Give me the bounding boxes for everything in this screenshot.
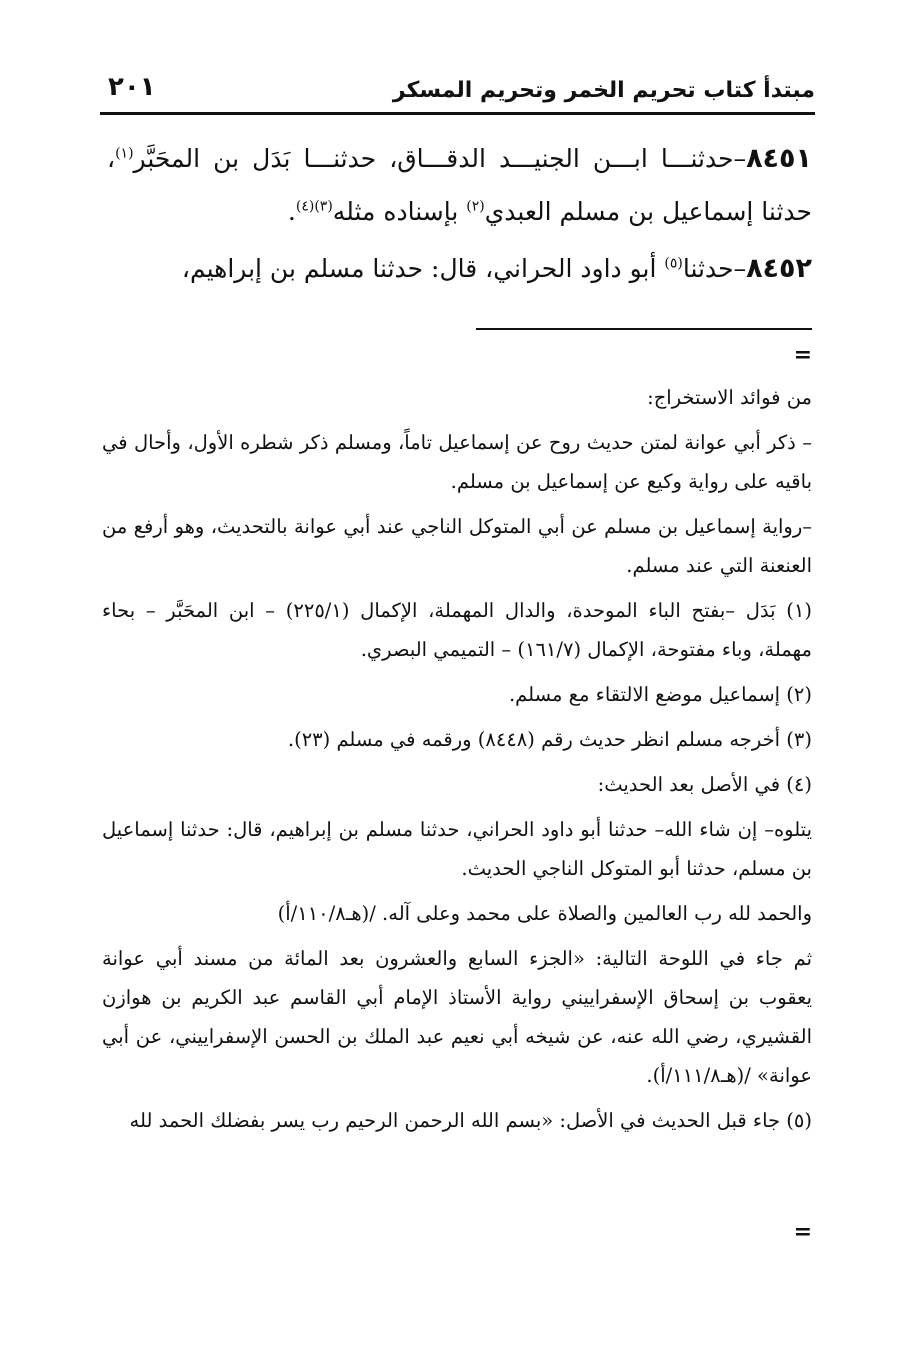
hadith-text: أبو داود الحراني، قال: حدثنا مسلم بن إبراهيم،: [181, 254, 665, 283]
benefits-heading: من فوائد الاستخراج:: [647, 386, 812, 409]
main-text: [107, 132, 812, 299]
footnote-ref[interactable]: (٣)(٤): [295, 198, 333, 215]
running-title: مبتدأ كتاب تحريم الخمر وتحريم المسكر: [392, 78, 815, 103]
page-number: ٢٠١: [108, 72, 156, 102]
hadith-text: بإسناده مثله: [332, 197, 467, 226]
footnote-5: (٥) جاء قبل الحديث في الأصل: «بسم الله الرحمن الرحيم رب يسر بفضلك الحمد لله: [129, 1109, 812, 1132]
benefit-item: – ذكر أبي عوانة لمتن حديث روح عن إسماعيل تاماً، ومسلم ذكر شطره الأول، وأحال في باقيه على رواية وكيع عن إسماعيل بن مسلم.: [102, 431, 812, 493]
footnote-1: (١) بَدَل –بفتح الباء الموحدة، والدال المهملة، الإكمال (٢٢٥/١) – ابن المحَبَّر – بحاء مهملة، وباء مفتوحة، الإكمال (١٦١/٧) – التميمي البصري.: [102, 599, 812, 661]
footnote-ref[interactable]: (٢): [466, 198, 485, 215]
footnote-4-text: والحمد لله رب العالمين والصلاة على محمد وعلى آله. /(هـ١١٠/٨/أ): [277, 902, 812, 925]
footnote-3: (٣) أخرجه مسلم انظر حديث رقم (٨٤٤٨) ورقمه في مسلم (٢٣).: [287, 728, 812, 751]
hadith-text: .: [287, 197, 296, 226]
hadith-text: ، حدثنا إسماعيل بن مسلم العبدي: [107, 144, 812, 226]
footnote-2: (٢) إسماعيل موضع الالتقاء مع مسلم.: [508, 683, 812, 706]
footnote-ref[interactable]: (١): [115, 145, 134, 162]
hadith-text: –حدثنا: [682, 254, 747, 283]
header-rule: [100, 112, 815, 115]
hadith-8451: [107, 132, 812, 238]
footnotes: [102, 378, 812, 1146]
continuation-mark: =: [793, 1219, 812, 1245]
footnote-separator: [476, 328, 812, 330]
footnote-4-text: يتلوه– إن شاء الله– حدثنا أبو داود الحراني، حدثنا مسلم بن إبراهيم، قال: حدثنا إسماعيل بن مسلم، حدثنا أبو المتوكل الناجي الحديث.: [102, 818, 812, 880]
page-header: [100, 70, 815, 110]
benefit-item: –رواية إسماعيل بن مسلم عن أبي المتوكل الناجي عند أبي عوانة بالتحديث، وهو أرفع من العنعنة التي عند مسلم.: [102, 515, 812, 577]
hadith-text: –حدثنـــا ابـــن الجنيـــد الدقـــاق، حدثنـــا بَدَل بن المحَبَّر: [133, 144, 747, 173]
footnote-ref[interactable]: (٥): [664, 255, 683, 272]
footnote-4-text: ثم جاء في اللوحة التالية: «الجزء السابع والعشرون بعد المائة من مسند أبي عوانة يعقوب بن إسحاق الإسفراييني رواية الأستاذ الإمام أبي القاسم عبد الكريم بن هوازن القشيري، رضي الله عنه، عن شيخه أبي نعيم عبد الملك بن الحسن الإسفراييني، عن أبي عوانة» /(هـ١١١/٨/أ).: [102, 947, 812, 1087]
hadith-8452: [107, 242, 812, 295]
continuation-mark: =: [793, 342, 812, 368]
hadith-number: ٨٤٥٢: [746, 253, 812, 284]
footnote-4-heading: (٤) في الأصل بعد الحديث:: [597, 773, 812, 796]
hadith-number: ٨٤٥١: [746, 143, 812, 174]
